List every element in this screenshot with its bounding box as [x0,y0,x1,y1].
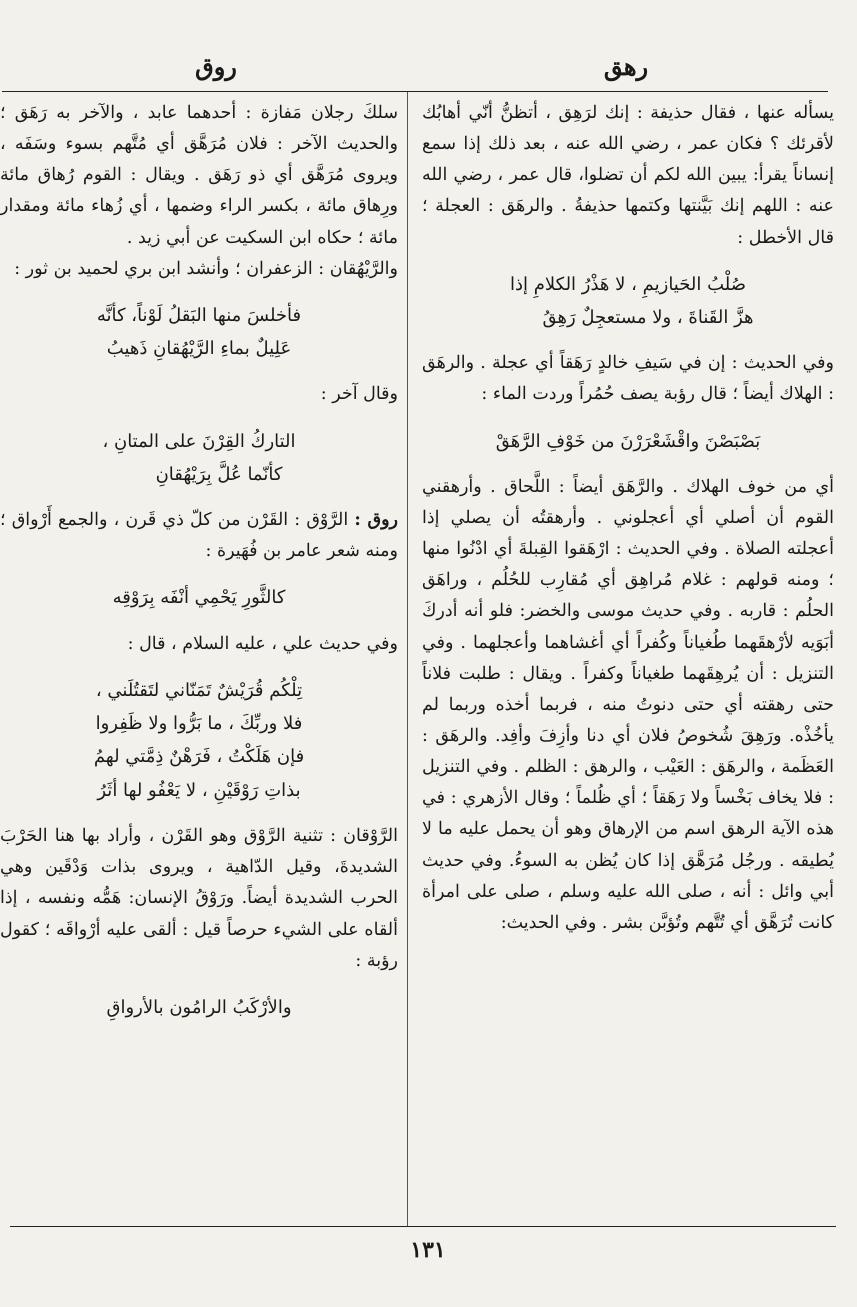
header-rule [2,91,828,92]
paragraph: الرَّوْقان : تثنية الرَّوْق وهو القَرْن ، وأراد بها هنا الحَرْبَ الشديدةَ، وقيل الدّاهية ، ويروى بذات وَدْقَين وهي الحرب الشديدة أيضاً. ورَوْقُ الإنسان: هَمُّه ونفسه ، إذا ألقاه على الشيء حرصاً قيل : ألقى عليه أرْواقَه ؛ كقول رؤبة : [0,826,398,971]
verse-line: بَصْبَصْنَ واقْشَعْرَرْنَ من خَوْفِ الرَّهَقْ [495,430,761,452]
verse-line: كالثَّورِ يَحْمِي أنْفَه بِرَوْقِه [112,587,286,609]
running-header-right: رهق [603,52,649,81]
verse [0,674,398,807]
paragraph: وفي الحديث : إن في سَيفِ خالدٍ رَهَقاً أي عجلة . والرهَق : الهلاك أيضاً ؛ قال رؤبة يصف حُمُراً وردت الماء : [422,353,834,405]
verse-line: كأنّما عُلَّ بِرَيْهُقانِ [155,463,283,485]
verse-line: تِلْكُم قُرَيْشٌ تَمَنّاني لتَقتُلَني ، [95,679,303,701]
verse [0,581,398,614]
verse [0,299,398,366]
entry-text: الرَّوْق : القَرْن من كلّ ذي قَرن ، والجمع أَرْواق ؛ ومنه شعر عامر بن فُهَيرة : [0,510,398,562]
verse [0,991,398,1024]
verse [422,268,834,335]
paragraph: يسأله عنها ، فقال حذيفة : إنك لرَهِق ، أتظنُّ أنّي أهابُك لأقرئك ؟ فكان عمر ، رضي الله عنه ، بعد ذلك إذا سمع إنساناً يقرأ: يبين الله لكم أن تضلوا، قال عمر ، رضي الله عنه : اللهم إنك بَيَّنتها وكتمها حذيفةُ . والرهَق : العجلة ؛ قال الأخطل : [422,103,834,248]
verse-line: والأرْكَبُ الرامُون بالأرواقِ [106,996,292,1018]
column-separator [407,92,408,1226]
verse-line: هزَّ القَناةَ ، ولا مستعجِلٌ رَهِقُ [542,307,754,328]
verse-line: فأخلسَ منها البَقلُ لَوْناً، كأنَّه [96,304,302,326]
verse-line: بذاتِ رَوْقَيْنِ ، لا يَعْفُو لها أثَرُ [97,779,301,801]
verse [422,425,834,458]
verse-line: عَلِيلٌ بماءِ الرَّيْهُقانِ ذَهيبُ [106,338,292,360]
entry-paragraph [0,505,398,567]
paragraph: والرَّيْهُقان : الزعفران ؛ وأنشد ابن بري لحميد بن ثور : [14,258,398,279]
page-number: ١٣١ [410,1237,446,1263]
verse [0,425,398,492]
verse-line: التاركُ القِرْنَ على المتانِ ، [102,430,296,452]
running-header-left: روق [195,52,237,81]
left-column [0,98,398,1220]
paragraph: وفي حديث علي ، عليه السلام ، قال : [127,633,398,654]
verse-line: فإن هَلَكْتُ ، فَرَهْنٌ ذِمَّتي لهمُ [93,746,305,768]
verse-line: فلا وربِّكَ ، ما بَرُّوا ولا ظَفِروا [95,713,303,735]
right-column [422,98,834,1220]
paragraph: وقال آخر : [320,384,398,405]
entry-headword: روق : [354,510,398,531]
verse-line: صُلْبُ الحَيازيمِ ، لا هَذْرُ الكلامِ إذا [510,273,746,295]
footer-rule [10,1226,836,1227]
paragraph: سلكَ رجلان مَفازة : أحدهما عابد ، والآخر به رَهَق ؛ والحديث الآخر : فلان مُرَهَّق أي مُتَّهم بسوء وسَفَه ، ويروى مُرَهَّق أي ذو رَهَق . ويقال : القوم رُهاق مائة ورِهاق مائة ، بكسر الراء وضمها ، أي زُهاء مائة ومقدار مائة ؛ حكاه ابن السكيت عن أبي زيد . [0,103,398,248]
paragraph: أي من خوف الهلاك . والرَّهَق أيضاً : اللَّحاق . وأرهقني القوم أن أصلي أي أعجلوني . وأرهقتُه أن يصلي إذا أعجلته الصلاة . وفي الحديث : ارْهَقوا القِبلةَ أي ادْنُوا منها ؛ ومنه قولهم : غلام مُراهِق أي مُقارِب للحُلُم ، وراهَق الحلُم : قاربه . وفي حديث موسى والخضر: فلو أنه أدركَ أبَوَيه لأرْهقَهما طُغياناً وكُفراً أي أغشاهما وأعجلهما . وفي التنزيل : أن يُرهِقَهما طغياناً وكفراً . ويقال : طلبت فلاناً حتى رهقته أي حتى دنوتُ منه ، فربما أخذه وربما لم يأخُذْه. ورَهِقَ شُخوصُ فلان أي دنا وأزِفَ وأفِد. والرهَق : العَظَمة ، والرهَق : العَيْب ، والرهق : الظلم . وفي التنزيل : فلا يخاف بَخْساً ولا رَهَقاً ؛ أي ظُلماً ؛ وقال الأزهري : في هذه الآية الرهق اسم من الإرهاق وهو أن يحمل عليه ما لا يُطيقه . ورجُل مُرَهَّق إذا كان يُظن به السوءُ. وفي حديث أبي وائل : أنه ، صلى الله عليه وسلم ، صلى على امرأة كانت تُرَهَّق أي تُتَّهم وتُؤبَّن بشر . وفي الحديث: [422,476,834,933]
